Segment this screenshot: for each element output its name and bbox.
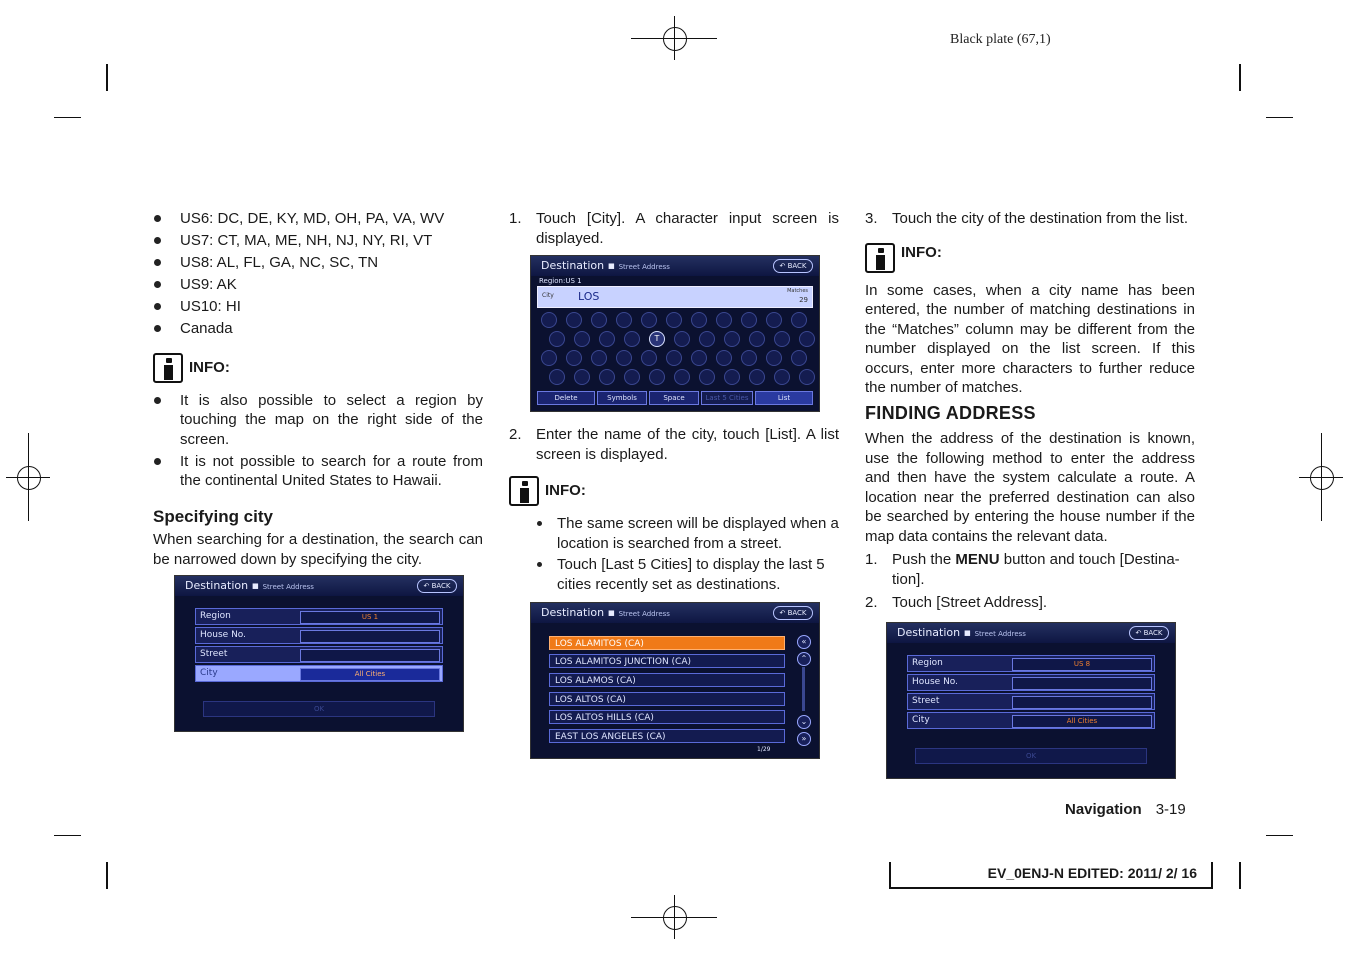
scroll-down-icon[interactable]: ⌄	[797, 715, 811, 729]
keyboard-key[interactable]	[674, 331, 690, 347]
page-up-icon[interactable]: «	[797, 635, 811, 649]
back-button[interactable]: ↶ BACK	[773, 606, 813, 620]
list-item: It is not possible to search for a route from the continental United States to Hawaii.	[153, 452, 483, 491]
screen-title: Destination ▪ Street Address	[897, 626, 1026, 639]
screen-title: Destination ▪ Street Address	[185, 579, 314, 592]
info-list	[509, 514, 839, 594]
info-icon	[509, 476, 539, 506]
ok-button[interactable]: OK	[915, 748, 1147, 764]
street-row[interactable]: Street	[195, 646, 443, 663]
crop-mark	[1266, 117, 1293, 118]
registration-mark	[6, 433, 50, 521]
keyboard-key[interactable]	[591, 350, 607, 366]
page-footer	[1065, 801, 1186, 818]
keyboard-key[interactable]	[674, 369, 690, 385]
info-label: INFO:	[901, 243, 942, 261]
info-icon	[865, 243, 895, 273]
keyboard-key[interactable]	[716, 350, 732, 366]
region-row[interactable]: Region US 8	[907, 655, 1155, 672]
column-2-lower	[509, 425, 839, 596]
character-input-screen	[530, 255, 820, 412]
keyboard-key[interactable]	[741, 350, 757, 366]
keyboard-key[interactable]	[599, 369, 615, 385]
info-icon	[153, 353, 183, 383]
house-no-row[interactable]: House No.	[195, 627, 443, 644]
city-input-value: LOS	[578, 290, 600, 303]
step-item: 2. Enter the name of the city, touch [List]. A list screen is displayed.	[509, 426, 839, 463]
plate-label: Black plate (67,1)	[950, 32, 1051, 47]
step-item: 3. Touch the city of the destination from the list.	[865, 210, 1188, 227]
edition-label: EV_0ENJ-N EDITED: 2011/ 2/ 16	[889, 862, 1213, 889]
destination-screen-1	[174, 575, 464, 732]
keyboard-key[interactable]	[666, 312, 682, 328]
destination-screen-2	[886, 622, 1176, 779]
keyboard-key[interactable]	[666, 350, 682, 366]
keyboard-key[interactable]	[724, 369, 740, 385]
space-button[interactable]: Space	[649, 391, 699, 405]
keyboard-key[interactable]	[791, 350, 807, 366]
back-button[interactable]: ↶ BACK	[773, 259, 813, 273]
crop-mark	[106, 862, 108, 889]
keyboard-key[interactable]	[791, 312, 807, 328]
list-button[interactable]: List	[755, 391, 813, 405]
keyboard-key[interactable]	[749, 369, 765, 385]
back-button[interactable]: ↶ BACK	[1129, 626, 1169, 640]
keyboard-key[interactable]	[799, 369, 815, 385]
page-down-icon[interactable]: »	[797, 732, 811, 746]
ok-button[interactable]: OK	[203, 701, 435, 717]
keyboard-key[interactable]	[574, 369, 590, 385]
keyboard-key[interactable]	[616, 312, 632, 328]
info-header	[865, 243, 1195, 273]
screen-title: Destination ▪ Street Address	[541, 259, 670, 272]
keyboard-key[interactable]	[541, 312, 557, 328]
keyboard-key[interactable]	[566, 312, 582, 328]
keyboard-key[interactable]	[699, 331, 715, 347]
keyboard-key[interactable]	[591, 312, 607, 328]
info-header	[153, 353, 483, 383]
info-label: INFO:	[545, 482, 586, 500]
column-2	[509, 209, 839, 252]
keyboard-key[interactable]	[766, 350, 782, 366]
list-item[interactable]: LOS ALAMITOS (CA)	[549, 636, 785, 650]
keyboard-key[interactable]	[766, 312, 782, 328]
keyboard-key[interactable]	[624, 369, 640, 385]
crop-mark	[1239, 862, 1241, 889]
keyboard-key[interactable]	[741, 312, 757, 328]
paragraph: In some cases, when a city name has been entered, the number of matching destinations in the “Matches” column may be different from the number displayed on the list screen. If this occurs, enter more characters to further reduce the number of matches.	[865, 281, 1195, 396]
keyboard-key[interactable]	[566, 350, 582, 366]
list-item: US9: AK	[153, 275, 483, 295]
info-label: INFO:	[189, 358, 230, 376]
list-item: US6: DC, DE, KY, MD, OH, PA, VA, WV	[153, 209, 483, 229]
keyboard-key[interactable]	[549, 331, 565, 347]
page-indicator: 1/29	[757, 746, 771, 753]
city-row[interactable]: City All Cities	[195, 665, 443, 682]
crop-mark	[1266, 835, 1293, 836]
back-button[interactable]: ↶ BACK	[417, 579, 457, 593]
keyboard-key[interactable]	[616, 350, 632, 366]
list-item: US8: AL, FL, GA, NC, SC, TN	[153, 253, 483, 273]
registration-mark	[631, 16, 717, 60]
screen-title: Destination ▪ Street Address	[541, 606, 670, 619]
steps	[865, 209, 1195, 229]
scrollbar[interactable]	[802, 667, 805, 711]
list-item: The same screen will be displayed when a location is searched from a street.	[509, 514, 839, 553]
steps	[865, 550, 1195, 613]
delete-button[interactable]: Delete	[537, 391, 595, 405]
paragraph: When the address of the destination is known, use the following method to enter the address and then have the system calculate a route. A location near the preferred destination can also be searched by entering the house number if the map data contains the relevant data.	[865, 430, 1195, 545]
keyboard-key[interactable]	[599, 331, 615, 347]
region-row[interactable]: Region US 1	[195, 608, 443, 625]
house-no-row[interactable]: House No.	[907, 674, 1155, 691]
city-input[interactable]: City LOS Matches 29	[537, 286, 813, 308]
step-item: 2. Touch [Street Address].	[865, 594, 1048, 611]
keyboard-key[interactable]	[699, 369, 715, 385]
crop-mark	[1239, 64, 1241, 91]
street-row[interactable]: Street	[907, 693, 1155, 710]
registration-mark	[631, 895, 717, 939]
key-highlighted[interactable]: T	[649, 331, 665, 347]
keyboard-key[interactable]	[649, 369, 665, 385]
info-header	[509, 476, 839, 506]
steps	[509, 209, 839, 248]
region-label: Region:US 1	[539, 277, 582, 285]
keyboard-key[interactable]	[774, 369, 790, 385]
matches-count: 29	[799, 296, 808, 304]
list-item[interactable]: LOS ALTOS (CA)	[549, 692, 785, 706]
scroll-up-icon[interactable]: ⌃	[797, 652, 811, 666]
list-item[interactable]: LOS ALAMITOS JUNCTION (CA)	[549, 654, 785, 668]
keyboard-key[interactable]	[624, 331, 640, 347]
keyboard-key[interactable]	[724, 331, 740, 347]
keyboard-key[interactable]	[574, 331, 590, 347]
info-list	[153, 391, 483, 491]
crop-mark	[54, 117, 81, 118]
column-1	[153, 209, 483, 569]
section-name: Navigation	[1065, 801, 1142, 818]
list-item[interactable]: EAST LOS ANGELES (CA)	[549, 729, 785, 743]
section-heading: Specifying city	[153, 506, 273, 526]
paragraph: When searching for a destination, the search can be narrowed down by specifying the city.	[153, 531, 483, 568]
list-item: US7: CT, MA, ME, NH, NJ, NY, RI, VT	[153, 231, 483, 251]
list-item[interactable]: LOS ALAMOS (CA)	[549, 673, 785, 687]
list-item: US10: HI	[153, 297, 483, 317]
step-item: 1. Push the MENU button and touch [Destina-tion].	[865, 551, 1180, 588]
keyboard-key[interactable]	[641, 312, 657, 328]
keyboard-key[interactable]	[541, 350, 557, 366]
page-number: 3-19	[1155, 801, 1186, 818]
region-list	[153, 209, 483, 339]
column-3	[865, 209, 1195, 617]
last-5-cities-button[interactable]: Last 5 Cities	[701, 391, 753, 405]
city-list-screen	[530, 602, 820, 759]
list-item[interactable]: LOS ALTOS HILLS (CA)	[549, 710, 785, 724]
keyboard-key[interactable]	[691, 350, 707, 366]
step-item: 1. Touch [City]. A character input screen is displayed.	[509, 210, 839, 247]
keyboard-key[interactable]	[716, 312, 732, 328]
list-item: Canada	[153, 319, 483, 339]
keyboard-key[interactable]	[549, 369, 565, 385]
keyboard-key[interactable]	[641, 350, 657, 366]
city-row[interactable]: City All Cities	[907, 712, 1155, 729]
list-item: It is also possible to select a region by touching the map on the right side of the screen.	[153, 391, 483, 450]
registration-mark	[1299, 433, 1343, 521]
keyboard-key[interactable]	[749, 331, 765, 347]
keyboard-key[interactable]	[799, 331, 815, 347]
crop-mark	[106, 64, 108, 91]
list-item: Touch [Last 5 Cities] to display the last 5 cities recently set as destinations.	[509, 555, 839, 594]
steps	[509, 425, 839, 464]
keyboard-key[interactable]	[774, 331, 790, 347]
keyboard-key[interactable]	[691, 312, 707, 328]
crop-mark	[54, 835, 81, 836]
section-heading: FINDING ADDRESS	[865, 402, 1036, 423]
symbols-button[interactable]: Symbols	[597, 391, 647, 405]
